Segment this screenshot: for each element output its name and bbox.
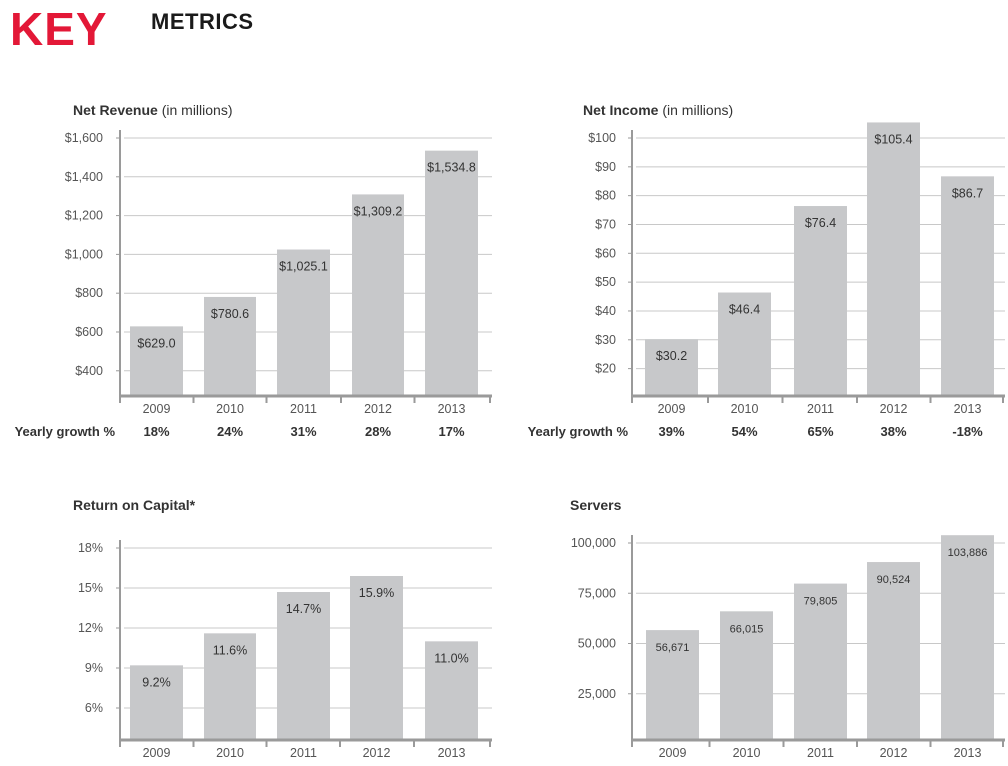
revenue-bar-label-2012: $1,309.2 <box>353 204 403 219</box>
revenue-x-tick-label: 2012 <box>364 402 392 416</box>
revenue-bar-label-2010: $780.6 <box>210 306 250 321</box>
roc-y-tick-label: 12% <box>77 621 103 635</box>
income-bar-2013 <box>941 176 994 396</box>
roc-y-tick-label: 18% <box>77 541 103 555</box>
income-bar-label-2012: $105.4 <box>874 132 913 147</box>
page-title: METRICS <box>151 9 254 34</box>
servers-y-tick-label: 50,000 <box>577 636 616 651</box>
servers-bar-label-2009: 56,671 <box>655 642 690 655</box>
revenue-y-tick-label: $1,600 <box>64 131 103 145</box>
servers-bar-2013 <box>941 535 994 740</box>
income-bar-2012 <box>867 122 920 396</box>
revenue-growth-value-2010: 24% <box>216 424 244 439</box>
income-y-tick-label: $70 <box>595 217 616 232</box>
income-x-tick-label: 2009 <box>657 402 686 416</box>
income-x-tick-label: 2013 <box>953 402 982 416</box>
income-bar-2011 <box>794 206 847 396</box>
income-y-tick-label: $100 <box>588 131 616 145</box>
income-growth-value-2012: 38% <box>880 424 907 439</box>
revenue-bar-label-2009: $629.0 <box>137 336 176 351</box>
servers-x-tick-label: 2013 <box>953 746 982 760</box>
servers-bar-2012 <box>867 562 920 740</box>
revenue-y-tick-label: $600 <box>75 324 103 339</box>
revenue-growth-row-label: Yearly growth % <box>14 424 115 439</box>
income-y-tick-label: $50 <box>595 275 616 290</box>
revenue-bar-2013 <box>425 151 478 396</box>
revenue-growth-value-2013: 17% <box>438 424 465 439</box>
revenue-y-tick-label: $1,400 <box>64 169 103 184</box>
income-x-tick-label: 2011 <box>807 402 834 416</box>
income-y-tick-label: $90 <box>595 159 616 174</box>
income-y-tick-label: $40 <box>595 303 616 318</box>
roc-y-tick-label: 6% <box>84 701 103 715</box>
revenue-y-tick-label: $400 <box>75 363 103 378</box>
revenue-chart-title: Net Revenue (in millions) <box>73 102 233 118</box>
servers-bar-label-2010: 66,015 <box>729 623 764 636</box>
income-bar-2009 <box>645 339 698 396</box>
revenue-x-tick-label: 2009 <box>142 402 171 416</box>
servers-x-tick-label: 2011 <box>807 746 834 760</box>
servers-y-tick-label: 25,000 <box>577 686 616 701</box>
revenue-x-tick-label: 2010 <box>216 402 244 416</box>
income-chart-title: Net Income (in millions) <box>583 102 734 118</box>
roc-chart-title: Return on Capital* <box>73 497 196 513</box>
servers-x-tick-label: 2012 <box>879 746 908 760</box>
revenue-growth-value-2012: 28% <box>364 424 392 439</box>
income-growth-row-label: Yearly growth % <box>527 424 628 439</box>
servers-x-tick-label: 2010 <box>732 746 761 760</box>
income-y-tick-label: $80 <box>595 188 616 203</box>
roc-x-tick-label: 2011 <box>290 746 317 760</box>
revenue-y-tick-label: $800 <box>75 286 103 301</box>
revenue-y-tick-label: $1,200 <box>64 208 103 223</box>
revenue-growth-value-2009: 18% <box>143 424 170 439</box>
income-x-tick-label: 2012 <box>879 402 908 416</box>
roc-bar-label-2009: 9.2% <box>142 675 171 690</box>
income-bar-label-2011: $76.4 <box>804 216 837 231</box>
roc-y-tick-label: 15% <box>77 581 103 595</box>
income-growth-value-2011: 65% <box>807 424 834 439</box>
income-bar-label-2009: $30.2 <box>655 349 688 364</box>
brand-key-text: KEY <box>10 3 108 55</box>
servers-bar-label-2011: 79,805 <box>803 595 838 608</box>
income-growth-value-2009: 39% <box>658 424 685 439</box>
revenue-growth-value-2011: 31% <box>290 424 317 439</box>
income-bar-label-2013: $86.7 <box>951 186 984 201</box>
servers-x-tick-label: 2009 <box>658 746 687 760</box>
servers-y-tick-label: 100,000 <box>570 536 616 550</box>
income-y-tick-label: $30 <box>595 332 616 347</box>
revenue-x-tick-label: 2011 <box>290 402 317 416</box>
servers-y-tick-label: 75,000 <box>577 586 616 601</box>
roc-x-tick-label: 2012 <box>362 746 391 760</box>
income-bar-label-2010: $46.4 <box>728 302 761 317</box>
revenue-bar-label-2013: $1,534.8 <box>427 160 476 175</box>
roc-bar-label-2011: 14.7% <box>285 602 322 616</box>
income-growth-value-2010: 54% <box>731 424 758 439</box>
roc-bar-label-2010: 11.6% <box>212 643 248 658</box>
income-y-tick-label: $60 <box>595 246 616 261</box>
income-y-tick-label: $20 <box>595 361 616 376</box>
revenue-y-tick-label: $1,000 <box>64 247 103 262</box>
income-growth-value-2013: -18% <box>952 424 983 439</box>
roc-x-tick-label: 2009 <box>142 746 171 760</box>
roc-x-tick-label: 2013 <box>437 746 466 760</box>
roc-bar-label-2013: 11.0% <box>434 651 469 666</box>
roc-y-tick-label: 9% <box>84 661 103 675</box>
revenue-bar-label-2011: $1,025.1 <box>279 259 328 274</box>
servers-bar-label-2013: 103,886 <box>947 547 988 560</box>
income-x-tick-label: 2010 <box>730 402 759 416</box>
servers-bar-label-2012: 90,524 <box>876 574 911 587</box>
servers-chart-title: Servers <box>570 497 622 513</box>
revenue-x-tick-label: 2013 <box>437 402 466 416</box>
roc-bar-2012 <box>350 576 403 740</box>
roc-x-tick-label: 2010 <box>216 746 244 760</box>
revenue-bar-2012 <box>352 194 404 396</box>
roc-bar-label-2012: 15.9% <box>358 586 395 600</box>
